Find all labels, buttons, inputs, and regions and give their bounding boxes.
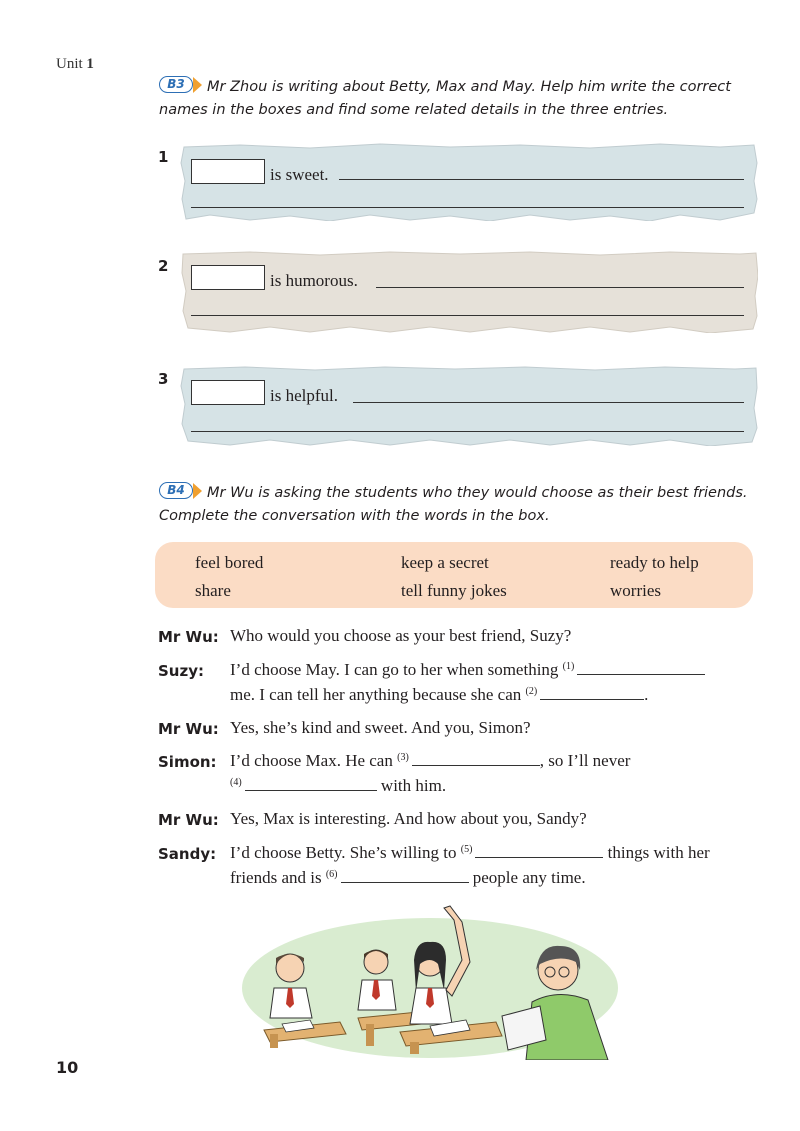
dialogue-text: I’d choose Betty. She’s willing to bbox=[230, 843, 457, 862]
name-box-2[interactable] bbox=[191, 265, 265, 290]
dialogue-line bbox=[230, 776, 446, 796]
word-box bbox=[155, 542, 753, 608]
blank-number: (6) bbox=[325, 869, 338, 880]
dialogue-text: I’d choose May. I can go to her when something bbox=[230, 660, 559, 679]
dialogue-line bbox=[230, 868, 586, 888]
torn-paper-blue bbox=[180, 143, 758, 221]
torn-paper-blue bbox=[180, 366, 758, 446]
play-arrow-icon bbox=[193, 483, 202, 499]
word-option: worries bbox=[610, 581, 661, 600]
speaker-mr-wu: Mr Wu: bbox=[158, 720, 219, 738]
name-box-1[interactable] bbox=[191, 159, 265, 184]
dialogue-text: , so I’ll never bbox=[539, 751, 631, 770]
dialogue-line: Yes, she’s kind and sweet. And you, Simon? bbox=[230, 718, 531, 737]
b3-entry-3 bbox=[180, 366, 758, 444]
b3-entry-2 bbox=[180, 251, 758, 329]
b3-badge bbox=[159, 76, 201, 93]
answer-blank-4[interactable] bbox=[245, 776, 377, 791]
dialogue-text: friends and is bbox=[230, 868, 322, 887]
blank-number: (3) bbox=[397, 752, 409, 763]
unit-number: 1 bbox=[86, 56, 94, 72]
dialogue-text: . bbox=[644, 685, 649, 704]
classroom-scene-image bbox=[240, 900, 620, 1060]
answer-blank-6[interactable] bbox=[341, 868, 469, 883]
b3-phrase-2: is humorous. bbox=[270, 271, 358, 290]
classroom-illustration bbox=[240, 900, 620, 1060]
answer-line-2a[interactable] bbox=[376, 287, 744, 288]
dialogue-line bbox=[230, 751, 630, 771]
word-option: ready to help bbox=[610, 553, 699, 572]
dialogue-line bbox=[230, 685, 648, 705]
b4-instruction bbox=[159, 482, 759, 528]
b3-phrase-3: is helpful. bbox=[270, 386, 338, 405]
blank-number: (5) bbox=[460, 844, 473, 855]
answer-blank-1[interactable] bbox=[577, 660, 705, 675]
answer-blank-3[interactable] bbox=[412, 751, 540, 766]
dialogue-line: Yes, Max is interesting. And how about you, Sandy? bbox=[230, 809, 587, 828]
word-option: tell funny jokes bbox=[401, 581, 507, 600]
unit-header bbox=[56, 56, 94, 73]
b4-badge bbox=[159, 482, 201, 499]
blank-number: (4) bbox=[230, 777, 242, 788]
dialogue-line bbox=[230, 843, 710, 863]
dialogue-line bbox=[230, 660, 705, 680]
b3-badge-label: B3 bbox=[159, 76, 193, 93]
word-option: share bbox=[195, 581, 231, 600]
page-number: 10 bbox=[56, 1058, 79, 1077]
b3-item-number-2: 2 bbox=[158, 257, 169, 275]
answer-line-3b[interactable] bbox=[191, 431, 744, 432]
speaker-suzy: Suzy: bbox=[158, 662, 204, 680]
speaker-simon: Simon: bbox=[158, 753, 217, 771]
name-box-3[interactable] bbox=[191, 380, 265, 405]
speaker-mr-wu: Mr Wu: bbox=[158, 811, 219, 829]
word-option: keep a secret bbox=[401, 553, 489, 572]
b3-instruction bbox=[159, 76, 759, 122]
dialogue-text: with him. bbox=[380, 776, 447, 795]
unit-label: Unit bbox=[56, 56, 83, 72]
dialogue-line: Who would you choose as your best friend, Suzy? bbox=[230, 626, 572, 645]
answer-blank-5[interactable] bbox=[475, 843, 603, 858]
torn-paper-beige bbox=[180, 251, 758, 333]
dialogue-text: things with her bbox=[607, 843, 710, 862]
b3-item-number-3: 3 bbox=[158, 370, 169, 388]
word-option: feel bored bbox=[195, 553, 264, 572]
answer-line-1a[interactable] bbox=[339, 179, 744, 180]
play-arrow-icon bbox=[193, 77, 202, 93]
blank-number: (2) bbox=[525, 686, 538, 697]
answer-blank-2[interactable] bbox=[540, 685, 644, 700]
dialogue-text: I’d choose Max. He can bbox=[230, 751, 393, 770]
speaker-mr-wu: Mr Wu: bbox=[158, 628, 219, 646]
answer-line-1b[interactable] bbox=[191, 207, 744, 208]
blank-number: (1) bbox=[562, 661, 575, 672]
answer-line-2b[interactable] bbox=[191, 315, 744, 316]
b3-entry-1 bbox=[180, 143, 758, 221]
answer-line-3a[interactable] bbox=[353, 402, 744, 403]
b3-item-number-1: 1 bbox=[158, 148, 169, 166]
b4-instruction-text: Mr Wu is asking the students who they would choose as their best friends. Complete the conversation with the words in the box. bbox=[159, 485, 748, 524]
speaker-sandy: Sandy: bbox=[158, 845, 217, 863]
b4-badge-label: B4 bbox=[159, 482, 193, 499]
b3-instruction-text: Mr Zhou is writing about Betty, Max and May. Help him write the correct names in the boxes and find some related details in the three entries. bbox=[159, 79, 731, 118]
b3-phrase-1: is sweet. bbox=[270, 165, 329, 184]
dialogue-text: me. I can tell her anything because she can bbox=[230, 685, 522, 704]
dialogue-text: people any time. bbox=[472, 868, 586, 887]
